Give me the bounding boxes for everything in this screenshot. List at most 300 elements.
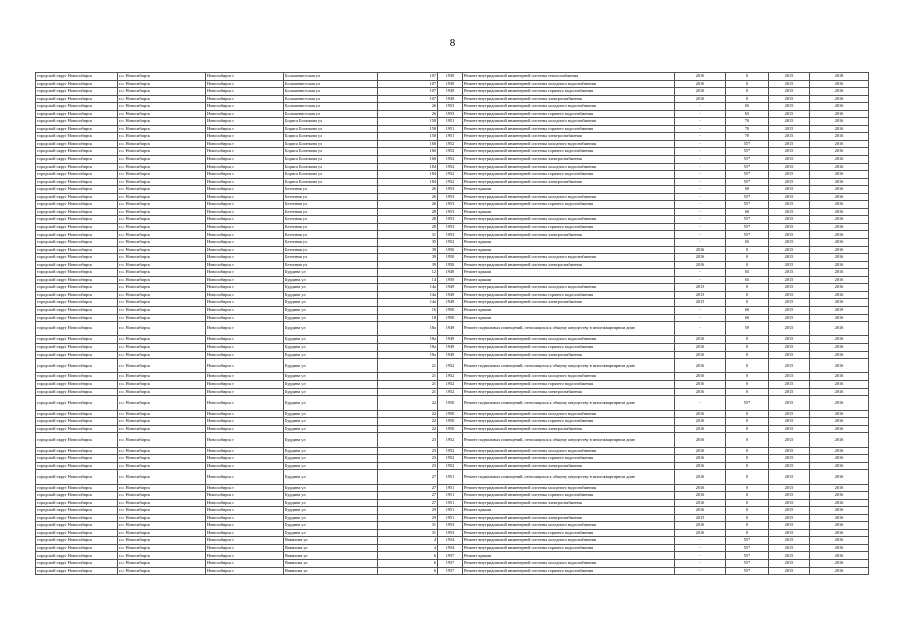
city-cell: Новосибирск г: [206, 171, 284, 179]
start-year-cell: 2015: [769, 567, 810, 575]
start-year-cell: 2015: [769, 499, 810, 507]
build-year-cell: 1953: [438, 208, 463, 216]
settlement-cell: г.о. Новосибирск: [118, 544, 206, 552]
start-year-cell: 2015: [769, 537, 810, 545]
house-number-cell: 18а: [378, 343, 438, 351]
municipality-cell: городской округ Новосибирск: [36, 254, 118, 262]
plan-year-cell: 2016: [675, 418, 726, 426]
plan-year-cell: -: [675, 544, 726, 552]
house-number-cell: 107: [378, 80, 438, 88]
city-cell: Новосибирск г: [206, 284, 284, 292]
street-cell: Большевистская ул: [284, 110, 378, 118]
table-row: [36, 343, 869, 351]
municipality-cell: городской округ Новосибирск: [36, 269, 118, 277]
start-year-cell: 2015: [769, 186, 810, 194]
house-number-cell: 35: [378, 239, 438, 247]
municipality-cell: городской округ Новосибирск: [36, 507, 118, 515]
start-year-cell: 2015: [769, 201, 810, 209]
wear-cell: 0: [726, 447, 769, 455]
end-year-cell: 2016: [810, 276, 869, 284]
municipality-cell: городской округ Новосибирск: [36, 201, 118, 209]
work-type-cell: Ремонт внутридомовой инженерной системы электроснабжения: [463, 388, 675, 396]
table-row: [36, 499, 869, 507]
plan-year-cell: 2016: [675, 470, 726, 484]
table-row: [36, 223, 869, 231]
house-number-cell: 26: [378, 193, 438, 201]
end-year-cell: 2016: [810, 567, 869, 575]
settlement-cell: г.о. Новосибирск: [118, 455, 206, 463]
municipality-cell: городской округ Новосибирск: [36, 246, 118, 254]
municipality-cell: городской округ Новосибирск: [36, 261, 118, 269]
municipality-cell: городской округ Новосибирск: [36, 163, 118, 171]
build-year-cell: 1951: [438, 484, 463, 492]
build-year-cell: 1950: [438, 261, 463, 269]
city-cell: Новосибирск г: [206, 269, 284, 277]
street-cell: Бурдина ул: [284, 381, 378, 389]
street-cell: Вавилова ул: [284, 567, 378, 575]
plan-year-cell: -: [675, 156, 726, 164]
city-cell: Новосибирск г: [206, 314, 284, 322]
wear-cell: 55*: [726, 148, 769, 156]
wear-cell: 0: [726, 373, 769, 381]
street-cell: Бурдина ул: [284, 351, 378, 359]
city-cell: Новосибирск г: [206, 148, 284, 156]
table-row: [36, 291, 869, 299]
end-year-cell: 2016: [810, 343, 869, 351]
wear-cell: 55*: [726, 156, 769, 164]
city-cell: Новосибирск г: [206, 359, 284, 373]
work-type-cell: Ремонт внутридомовой инженерной системы теплоснабжения: [463, 73, 675, 81]
street-cell: Бетонная ул: [284, 193, 378, 201]
end-year-cell: 2016: [810, 447, 869, 455]
wear-cell: 0: [726, 492, 769, 500]
work-type-cell: Ремонт подвальных помещений, относящихся к общему имуществу в многоквартирном доме: [463, 322, 675, 336]
build-year-cell: 1949: [438, 322, 463, 336]
settlement-cell: г.о. Новосибирск: [118, 410, 206, 418]
wear-cell: 55*: [726, 140, 769, 148]
work-type-cell: Ремонт внутридомовой инженерной системы электроснабжения: [463, 133, 675, 141]
wear-cell: 0: [726, 381, 769, 389]
plan-year-cell: -: [675, 231, 726, 239]
build-year-cell: 1949: [438, 299, 463, 307]
end-year-cell: 2016: [810, 208, 869, 216]
plan-year-cell: 2016: [675, 447, 726, 455]
municipality-cell: городской округ Новосибирск: [36, 410, 118, 418]
city-cell: Новосибирск г: [206, 425, 284, 433]
street-cell: Бетонная ул: [284, 216, 378, 224]
wear-cell: 0: [726, 73, 769, 81]
build-year-cell: 1957: [438, 552, 463, 560]
street-cell: Бурдина ул: [284, 499, 378, 507]
work-type-cell: Ремонт внутридомовой инженерной системы горячего водоснабжения: [463, 529, 675, 537]
wear-cell: 55*: [726, 567, 769, 575]
table-row: [36, 171, 869, 179]
wear-cell: 0: [726, 507, 769, 515]
settlement-cell: г.о. Новосибирск: [118, 73, 206, 81]
municipality-cell: городской округ Новосибирск: [36, 178, 118, 186]
city-cell: Новосибирск г: [206, 125, 284, 133]
municipality-cell: городской округ Новосибирск: [36, 447, 118, 455]
plan-year-cell: 2016: [675, 261, 726, 269]
page-number: 8: [449, 37, 456, 49]
work-type-cell: Ремонт внутридомовой инженерной системы холодного водоснабжения: [463, 140, 675, 148]
build-year-cell: 1953: [438, 231, 463, 239]
end-year-cell: 2016: [810, 388, 869, 396]
plan-year-cell: 2016: [675, 455, 726, 463]
start-year-cell: 2015: [769, 522, 810, 530]
plan-year-cell: -: [675, 103, 726, 111]
plan-year-cell: 2016: [675, 410, 726, 418]
house-number-cell: 27: [378, 499, 438, 507]
settlement-cell: г.о. Новосибирск: [118, 447, 206, 455]
house-number-cell: 39: [378, 254, 438, 262]
municipality-cell: городской округ Новосибирск: [36, 156, 118, 164]
city-cell: Новосибирск г: [206, 193, 284, 201]
plan-year-cell: -: [675, 186, 726, 194]
table-row: [36, 186, 869, 194]
build-year-cell: 1952: [438, 171, 463, 179]
wear-cell: 0: [726, 388, 769, 396]
house-number-cell: 184: [378, 171, 438, 179]
build-year-cell: 1949: [438, 291, 463, 299]
city-cell: Новосибирск г: [206, 208, 284, 216]
build-year-cell: 1952: [438, 140, 463, 148]
build-year-cell: 1951: [438, 125, 463, 133]
plan-year-cell: -: [675, 118, 726, 126]
plan-year-cell: 2016: [675, 433, 726, 447]
table-row: [36, 418, 869, 426]
work-type-cell: Ремонт внутридомовой инженерной системы горячего водоснабжения: [463, 544, 675, 552]
municipality-cell: городской округ Новосибирск: [36, 388, 118, 396]
street-cell: Бурдина ул: [284, 433, 378, 447]
municipality-cell: городской округ Новосибирск: [36, 343, 118, 351]
settlement-cell: г.о. Новосибирск: [118, 216, 206, 224]
street-cell: Бурдина ул: [284, 269, 378, 277]
house-number-cell: 39: [378, 261, 438, 269]
municipality-cell: городской округ Новосибирск: [36, 425, 118, 433]
plan-year-cell: 2016: [675, 507, 726, 515]
street-cell: Бурдина ул: [284, 299, 378, 307]
settlement-cell: г.о. Новосибирск: [118, 201, 206, 209]
house-number-cell: 4: [378, 544, 438, 552]
house-number-cell: 39: [378, 246, 438, 254]
wear-cell: 55*: [726, 223, 769, 231]
work-type-cell: Ремонт внутридомовой инженерной системы холодного водоснабжения: [463, 537, 675, 545]
house-number-cell: 160: [378, 140, 438, 148]
build-year-cell: 1952: [438, 178, 463, 186]
municipality-cell: городской округ Новосибирск: [36, 118, 118, 126]
work-type-cell: Ремонт внутридомовой инженерной системы холодного водоснабжения: [463, 484, 675, 492]
plan-year-cell: 2015: [675, 299, 726, 307]
table-row: [36, 388, 869, 396]
settlement-cell: г.о. Новосибирск: [118, 567, 206, 575]
city-cell: Новосибирск г: [206, 261, 284, 269]
street-cell: Бурдина ул: [284, 514, 378, 522]
plan-year-cell: -: [675, 223, 726, 231]
house-number-cell: 158: [378, 118, 438, 126]
settlement-cell: г.о. Новосибирск: [118, 373, 206, 381]
settlement-cell: г.о. Новосибирск: [118, 462, 206, 470]
house-number-cell: 26: [378, 110, 438, 118]
work-type-cell: Ремонт внутридомовой инженерной системы электроснабжения: [463, 462, 675, 470]
plan-year-cell: -: [675, 178, 726, 186]
street-cell: Бурдина ул: [284, 373, 378, 381]
settlement-cell: г.о. Новосибирск: [118, 381, 206, 389]
start-year-cell: 2015: [769, 216, 810, 224]
municipality-cell: городской округ Новосибирск: [36, 499, 118, 507]
end-year-cell: 2016: [810, 299, 869, 307]
house-number-cell: 14: [378, 276, 438, 284]
table-row: [36, 522, 869, 530]
end-year-cell: 2016: [810, 410, 869, 418]
wear-cell: 65: [726, 103, 769, 111]
start-year-cell: 2015: [769, 455, 810, 463]
work-type-cell: Ремонт внутридомовой инженерной системы холодного водоснабжения: [463, 254, 675, 262]
end-year-cell: 2016: [810, 103, 869, 111]
wear-cell: 0: [726, 425, 769, 433]
table-row: [36, 261, 869, 269]
municipality-cell: городской округ Новосибирск: [36, 484, 118, 492]
city-cell: Новосибирск г: [206, 246, 284, 254]
wear-cell: 65: [726, 276, 769, 284]
city-cell: Новосибирск г: [206, 507, 284, 515]
municipality-cell: городской округ Новосибирск: [36, 314, 118, 322]
build-year-cell: 1952: [438, 462, 463, 470]
start-year-cell: 2015: [769, 306, 810, 314]
plan-year-cell: -: [675, 239, 726, 247]
end-year-cell: 2016: [810, 462, 869, 470]
wear-cell: 55*: [726, 231, 769, 239]
street-cell: Большевистская ул: [284, 73, 378, 81]
start-year-cell: 2015: [769, 373, 810, 381]
work-type-cell: Ремонт подвальных помещений, относящихся к общему имуществу в многоквартирном доме: [463, 359, 675, 373]
plan-year-cell: -: [675, 314, 726, 322]
table-body: [36, 73, 869, 575]
start-year-cell: 2015: [769, 322, 810, 336]
start-year-cell: 2015: [769, 163, 810, 171]
street-cell: Бориса Богаткова ул: [284, 118, 378, 126]
plan-year-cell: 2016: [675, 388, 726, 396]
build-year-cell: 1950: [438, 314, 463, 322]
build-year-cell: 1950: [438, 276, 463, 284]
settlement-cell: г.о. Новосибирск: [118, 529, 206, 537]
settlement-cell: г.о. Новосибирск: [118, 299, 206, 307]
plan-year-cell: 2015: [675, 514, 726, 522]
city-cell: Новосибирск г: [206, 276, 284, 284]
city-cell: Новосибирск г: [206, 351, 284, 359]
settlement-cell: г.о. Новосибирск: [118, 133, 206, 141]
end-year-cell: 2018: [810, 73, 869, 81]
table-row: [36, 284, 869, 292]
work-type-cell: Ремонт внутридомовой инженерной системы горячего водоснабжения: [463, 291, 675, 299]
build-year-cell: 1953: [438, 522, 463, 530]
start-year-cell: 2015: [769, 103, 810, 111]
start-year-cell: 2015: [769, 231, 810, 239]
street-cell: Бетонная ул: [284, 208, 378, 216]
end-year-cell: 2016: [810, 223, 869, 231]
street-cell: Бориса Богаткова ул: [284, 125, 378, 133]
build-year-cell: 1957: [438, 567, 463, 575]
work-type-cell: Ремонт крыши: [463, 507, 675, 515]
house-number-cell: 27: [378, 470, 438, 484]
work-type-cell: Ремонт внутридомовой инженерной системы горячего водоснабжения: [463, 110, 675, 118]
build-year-cell: 1951: [438, 499, 463, 507]
table-row: [36, 462, 869, 470]
street-cell: Бетонная ул: [284, 246, 378, 254]
end-year-cell: 2016: [810, 351, 869, 359]
city-cell: Новосибирск г: [206, 336, 284, 344]
plan-year-cell: -: [675, 269, 726, 277]
build-year-cell: 1950: [438, 410, 463, 418]
end-year-cell: 2016: [810, 110, 869, 118]
plan-year-cell: 2016: [675, 246, 726, 254]
build-year-cell: 1951: [438, 492, 463, 500]
settlement-cell: г.о. Новосибирск: [118, 418, 206, 426]
municipality-cell: городской округ Новосибирск: [36, 529, 118, 537]
start-year-cell: 2015: [769, 88, 810, 96]
house-number-cell: 18: [378, 314, 438, 322]
build-year-cell: 1952: [438, 388, 463, 396]
city-cell: Новосибирск г: [206, 484, 284, 492]
house-number-cell: 107: [378, 88, 438, 96]
street-cell: Бурдина ул: [284, 343, 378, 351]
municipality-cell: городской округ Новосибирск: [36, 567, 118, 575]
street-cell: Бориса Богаткова ул: [284, 133, 378, 141]
settlement-cell: г.о. Новосибирск: [118, 537, 206, 545]
settlement-cell: г.о. Новосибирск: [118, 560, 206, 568]
build-year-cell: 1952: [438, 455, 463, 463]
work-type-cell: Ремонт внутридомовой инженерной системы электроснабжения: [463, 299, 675, 307]
end-year-cell: 2016: [810, 156, 869, 164]
table-row: [36, 381, 869, 389]
start-year-cell: 2015: [769, 544, 810, 552]
street-cell: Большевистская ул: [284, 103, 378, 111]
build-year-cell: 1949: [438, 336, 463, 344]
table-row: [36, 470, 869, 484]
start-year-cell: 2015: [769, 514, 810, 522]
municipality-cell: городской округ Новосибирск: [36, 351, 118, 359]
city-cell: Новосибирск г: [206, 133, 284, 141]
house-number-cell: 28: [378, 208, 438, 216]
house-number-cell: 107: [378, 73, 438, 81]
work-type-cell: Ремонт внутридомовой инженерной системы холодного водоснабжения: [463, 216, 675, 224]
municipality-cell: городской округ Новосибирск: [36, 560, 118, 568]
start-year-cell: 2015: [769, 95, 810, 103]
build-year-cell: 1950: [438, 246, 463, 254]
municipality-cell: городской округ Новосибирск: [36, 418, 118, 426]
plan-year-cell: -: [675, 322, 726, 336]
settlement-cell: г.о. Новосибирск: [118, 514, 206, 522]
work-type-cell: Ремонт внутридомовой инженерной системы горячего водоснабжения: [463, 418, 675, 426]
house-number-cell: 21: [378, 373, 438, 381]
end-year-cell: 2016: [810, 499, 869, 507]
city-cell: Новосибирск г: [206, 110, 284, 118]
work-type-cell: Ремонт внутридомовой инженерной системы электроснабжения: [463, 499, 675, 507]
wear-cell: 65: [726, 239, 769, 247]
municipality-cell: городской округ Новосибирск: [36, 462, 118, 470]
table-row: [36, 73, 869, 81]
end-year-cell: 2016: [810, 396, 869, 410]
end-year-cell: 2016: [810, 529, 869, 537]
city-cell: Новосибирск г: [206, 322, 284, 336]
street-cell: Бурдина ул: [284, 425, 378, 433]
start-year-cell: 2015: [769, 246, 810, 254]
municipality-cell: городской округ Новосибирск: [36, 433, 118, 447]
table-row: [36, 110, 869, 118]
city-cell: Новосибирск г: [206, 95, 284, 103]
city-cell: Новосибирск г: [206, 178, 284, 186]
settlement-cell: г.о. Новосибирск: [118, 291, 206, 299]
build-year-cell: 1953: [438, 186, 463, 194]
wear-cell: 55*: [726, 552, 769, 560]
street-cell: Бетонная ул: [284, 186, 378, 194]
settlement-cell: г.о. Новосибирск: [118, 239, 206, 247]
municipality-cell: городской округ Новосибирск: [36, 216, 118, 224]
wear-cell: 60: [726, 306, 769, 314]
end-year-cell: 2016: [810, 522, 869, 530]
end-year-cell: 2016: [810, 231, 869, 239]
plan-year-cell: 2016: [675, 522, 726, 530]
table-row: [36, 254, 869, 262]
municipality-cell: городской округ Новосибирск: [36, 231, 118, 239]
street-cell: Бурдина ул: [284, 322, 378, 336]
wear-cell: 70: [726, 133, 769, 141]
table-row: [36, 80, 869, 88]
city-cell: Новосибирск г: [206, 418, 284, 426]
start-year-cell: 2015: [769, 484, 810, 492]
work-type-cell: Ремонт внутридомовой инженерной системы горячего водоснабжения: [463, 343, 675, 351]
build-year-cell: 1949: [438, 351, 463, 359]
wear-cell: 55*: [726, 171, 769, 179]
city-cell: Новосибирск г: [206, 163, 284, 171]
work-type-cell: Ремонт крыши: [463, 239, 675, 247]
house-number-cell: 18а: [378, 336, 438, 344]
settlement-cell: г.о. Новосибирск: [118, 351, 206, 359]
end-year-cell: 2016: [810, 239, 869, 247]
wear-cell: 0: [726, 529, 769, 537]
build-year-cell: 1930: [438, 88, 463, 96]
city-cell: Новосибирск г: [206, 291, 284, 299]
work-type-cell: Ремонт внутридомовой инженерной системы холодного водоснабжения: [463, 103, 675, 111]
house-number-cell: 18а: [378, 322, 438, 336]
wear-cell: 0: [726, 299, 769, 307]
wear-cell: 55*: [726, 396, 769, 410]
settlement-cell: г.о. Новосибирск: [118, 231, 206, 239]
work-type-cell: Ремонт внутридомовой инженерной системы электроснабжения: [463, 95, 675, 103]
municipality-cell: городской округ Новосибирск: [36, 133, 118, 141]
street-cell: Бурдина ул: [284, 336, 378, 344]
municipality-cell: городской округ Новосибирск: [36, 208, 118, 216]
plan-year-cell: -: [675, 125, 726, 133]
table-row: [36, 396, 869, 410]
table-row: [36, 216, 869, 224]
house-number-cell: 23: [378, 433, 438, 447]
street-cell: Бурдина ул: [284, 284, 378, 292]
municipality-cell: городской округ Новосибирск: [36, 455, 118, 463]
work-type-cell: Ремонт внутридомовой инженерной системы горячего водоснабжения: [463, 381, 675, 389]
plan-year-cell: -: [675, 537, 726, 545]
settlement-cell: г.о. Новосибирск: [118, 148, 206, 156]
house-number-cell: 160: [378, 148, 438, 156]
city-cell: Новосибирск г: [206, 388, 284, 396]
table-row: [36, 492, 869, 500]
plan-year-cell: -: [675, 193, 726, 201]
end-year-cell: 2016: [810, 552, 869, 560]
wear-cell: 70: [726, 125, 769, 133]
house-number-cell: 29: [378, 507, 438, 515]
work-type-cell: Ремонт внутридомовой инженерной системы электроснабжения: [463, 425, 675, 433]
work-type-cell: Ремонт крыши: [463, 306, 675, 314]
